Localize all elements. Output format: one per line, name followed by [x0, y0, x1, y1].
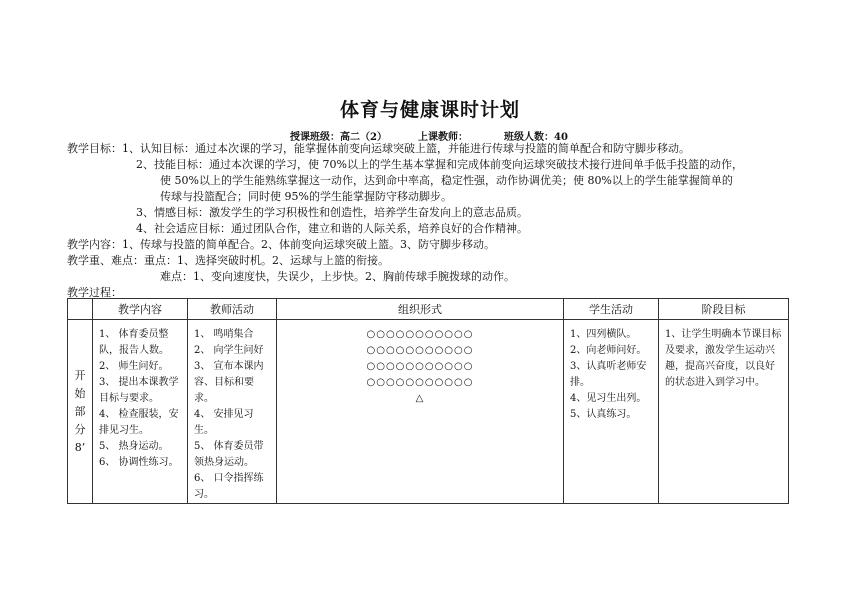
- list-item: 1、 体育委员整队，报告人数。: [99, 329, 169, 356]
- section-label: [68, 320, 93, 504]
- process-label: 教学过程：: [67, 286, 122, 299]
- header-goal: 阶段目标: [659, 299, 789, 320]
- formation-row: ○○○○○○○○○○○: [366, 345, 474, 356]
- formation-row: ○○○○○○○○○○○: [366, 377, 474, 388]
- objective-skill-line1: 2、技能目标：通过本次课的学习，使 70%以上的学生基本掌握和完成体前变向运球突破技术接行进间单手低手投篮的动作，: [136, 158, 743, 171]
- list-item: 2、 向学生问好: [194, 345, 264, 356]
- header-teacher: 教师活动: [188, 299, 277, 320]
- difficulties: 难点：1、变向速度快，失误少，上步快。2、胸前传球手腕拨球的动作。: [160, 270, 515, 283]
- objective-skill-line2: 使 50%以上的学生能熟练掌握这一动作，达到命中率高，稳定性强，动作协调优美；使 80%以上的学生能掌握简单的: [160, 174, 733, 187]
- section-char: 部: [74, 404, 86, 418]
- page-title: 体育与健康课时计划: [339, 99, 520, 121]
- header-student: 学生活动: [564, 299, 659, 320]
- class-info: [290, 128, 568, 143]
- student-cell: [564, 320, 659, 504]
- objective-social: 4、社会适应目标：通过团队合作，建立和谐的人际关系，培养良好的合作精神。: [136, 222, 528, 235]
- list-item: 2、向老师问好。: [570, 345, 647, 356]
- objectives-label: 教学目标：: [67, 142, 122, 155]
- header-formation: 组织形式: [277, 299, 564, 320]
- formation-row: ○○○○○○○○○○○: [366, 329, 474, 340]
- teacher-marker: △: [415, 393, 425, 404]
- teacher-label: 上课教师：: [418, 132, 468, 143]
- stage-goal: 1、让学生明确本节课目标及要求，激发学生运动兴趣，提高兴奋度，以良好的状态进入到学习中。: [665, 329, 782, 388]
- objective-cognitive-text: 1、认知目标：通过本次课的学习，能掌握体前变向运球突破上篮，并能进行传球与投篮的简单配合和防守脚步移动。: [122, 142, 690, 155]
- list-item: 3、 提出本课教学目标与要求。: [99, 377, 179, 404]
- content-cell: [93, 320, 188, 504]
- teaching-content: 教学内容：1、传球与投篮的简单配合。2、体前变向运球突破上篮。3、防守脚步移动。: [67, 238, 495, 251]
- formation-row: ○○○○○○○○○○○: [366, 361, 474, 372]
- header-blank: [68, 299, 93, 320]
- header-content: 教学内容: [93, 299, 188, 320]
- section-char: 分: [74, 422, 86, 436]
- list-item: 4、 安排见习生。: [194, 409, 254, 436]
- list-item: 2、 师生问好。: [99, 361, 169, 372]
- list-item: 5、认真练习。: [570, 409, 637, 420]
- section-char: 开: [74, 368, 86, 382]
- key-points: 教学重、难点：重点：1、选择突破时机。2、运球与上篮的衔接。: [67, 254, 389, 267]
- list-item: 4、 检查服装，安排见习生。: [99, 409, 179, 436]
- teacher-cell: [188, 320, 277, 504]
- objective-cognitive: [67, 142, 690, 156]
- process-table: [67, 298, 789, 504]
- list-item: 6、 口令指挥练习。: [194, 473, 264, 500]
- list-item: 5、 体育委员带领热身运动。: [194, 441, 264, 468]
- list-item: 1、 鸣哨集合: [194, 329, 254, 340]
- list-item: 3、认真听老师安排。: [570, 361, 647, 388]
- list-item: 1、四列横队。: [570, 329, 637, 340]
- section-char: 8’: [74, 440, 86, 454]
- class-label: 授课班级：高二（2）: [290, 132, 387, 143]
- section-char: 始: [74, 386, 86, 400]
- list-item: 5、 热身运动。: [99, 441, 169, 452]
- student-count: 班级人数：40: [504, 132, 568, 143]
- formation-cell: [277, 320, 564, 504]
- objective-emotion: 3、情感目标：激发学生的学习积极性和创造性，培养学生奋发向上的意志品质。: [136, 206, 528, 219]
- list-item: 6、 协调性练习。: [99, 457, 179, 468]
- table-header-row: [68, 299, 789, 320]
- table-row: [68, 320, 789, 504]
- objective-skill-line3: 传球与投篮配合；同时使 95%的学生能掌握防守移动脚步。: [160, 190, 452, 203]
- list-item: 4、见习生出列。: [570, 393, 647, 404]
- goal-cell: [659, 320, 789, 504]
- list-item: 3、 宣布本课内容、目标和要求。: [194, 361, 264, 404]
